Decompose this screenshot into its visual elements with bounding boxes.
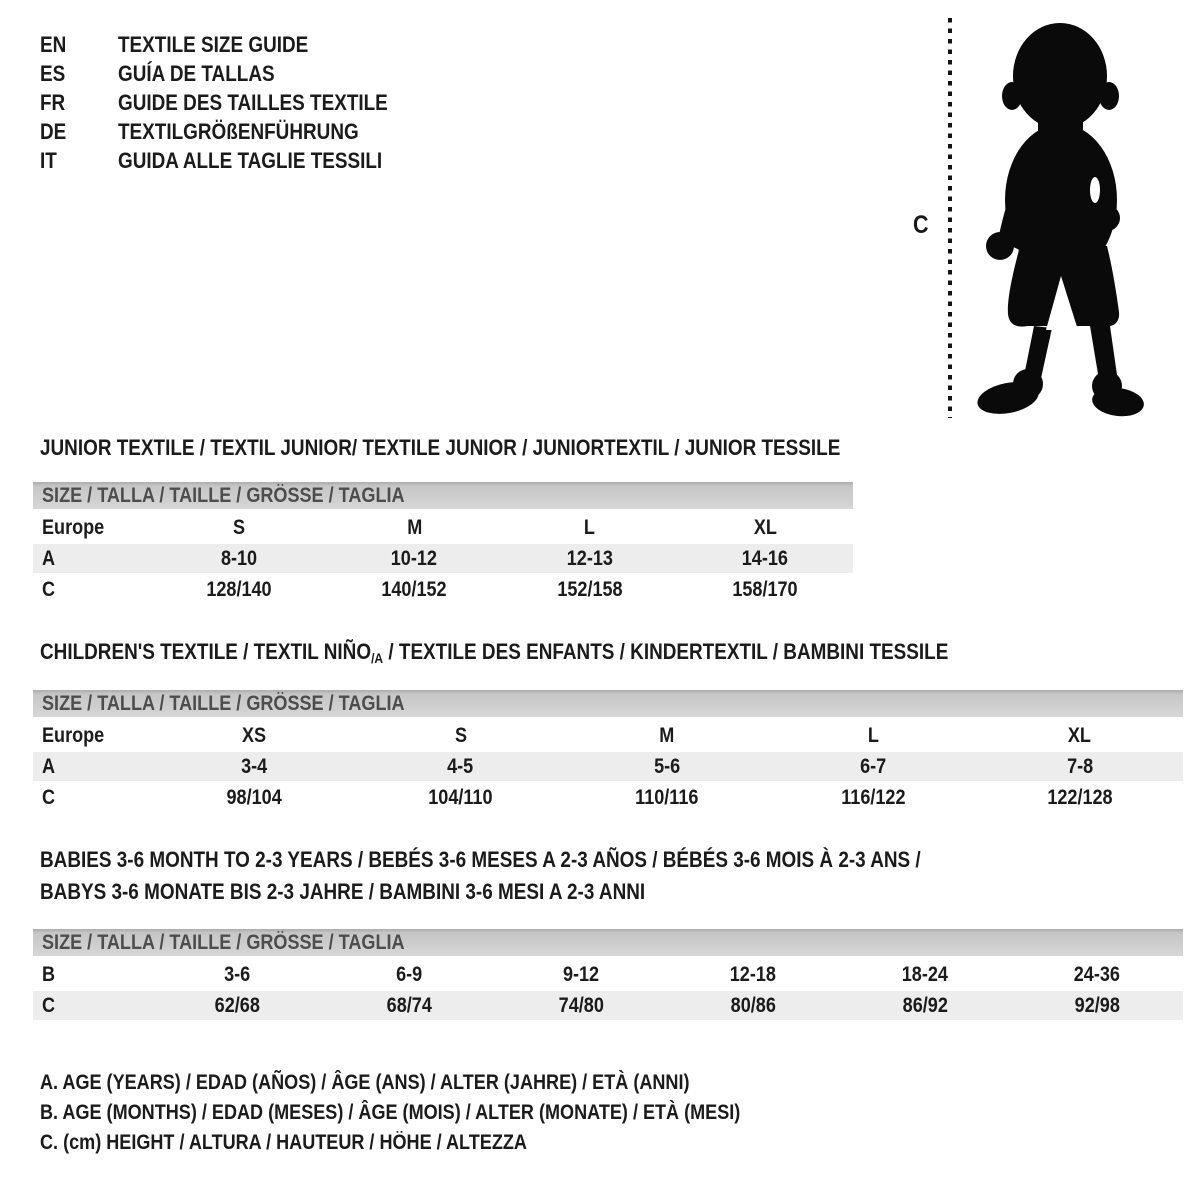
children-table-rows (33, 721, 1183, 812)
junior-section-title-text: JUNIOR TEXTILE / TEXTIL JUNIOR/ TEXTILE JUNIOR / JUNIORTEXTIL / JUNIOR TESSILE (40, 435, 841, 460)
age-cell: 6-7 (860, 754, 887, 778)
months-cell: 24-36 (1073, 962, 1121, 986)
height-cell: 140/152 (381, 577, 447, 601)
height-cell: 98/104 (226, 785, 282, 809)
height-cell: 128/140 (206, 577, 272, 601)
note-height-cm: C. (cm) HEIGHT / ALTURA / HAUTEUR / HÖHE / ALTEZZA (40, 1131, 527, 1154)
junior-section-title (40, 436, 971, 460)
size-cell: L (867, 723, 879, 747)
age-cell: 12-13 (566, 546, 613, 570)
babies-table-rows (33, 960, 1183, 1020)
guide-title-fr: GUIDE DES TAILLES TEXTILE (118, 89, 388, 115)
height-cell: 92/98 (1074, 993, 1120, 1017)
age-cell: 5-6 (653, 754, 681, 778)
language-code: FR (40, 89, 66, 115)
height-cell: 62/68 (214, 993, 260, 1017)
children-size-header-bar (33, 690, 1183, 717)
language-code: IT (40, 147, 57, 173)
months-cell: 6-9 (395, 962, 423, 986)
row-header: B (42, 962, 56, 986)
age-cell: 4-5 (447, 754, 474, 778)
row-header: C (42, 577, 56, 601)
months-cell: 3-6 (223, 962, 251, 986)
table-row-age (33, 544, 853, 573)
size-cell: XL (753, 515, 777, 539)
junior-size-header-bar (33, 482, 853, 509)
height-cell: 122/128 (1047, 785, 1113, 809)
height-cell: 80/86 (730, 993, 776, 1017)
language-row-en (40, 30, 432, 59)
language-code: EN (40, 31, 67, 57)
babies-section-title-line2: BABYS 3-6 MONATE BIS 2-3 JAHRE / BAMBINI 3-6 MESI A 2-3 ANNI (40, 879, 646, 904)
children-section-title (40, 640, 1096, 670)
row-header: A (42, 754, 56, 778)
nino-a-subscript: /A (371, 650, 384, 666)
note-age-months: B. AGE (MONTHS) / EDAD (MESES) / ÂGE (MOIS) / ALTER (MONATE) / ETÀ (MESI) (40, 1101, 741, 1124)
height-cell: 86/92 (902, 993, 948, 1017)
age-cell: 7-8 (1066, 754, 1093, 778)
row-header: C (42, 993, 56, 1017)
language-row-es (40, 59, 432, 88)
guide-title-it: GUIDA ALLE TAGLIE TESSILI (118, 147, 383, 173)
height-cell: 116/122 (841, 785, 906, 809)
months-cell: 12-18 (729, 962, 777, 986)
size-cell: L (584, 515, 596, 539)
size-cell: S (232, 515, 245, 539)
language-row-de (40, 117, 432, 146)
table-row-height (33, 783, 1183, 812)
language-row-fr (40, 88, 432, 117)
children-section-title-text: CHILDREN'S TEXTILE / TEXTIL $NIÑO_{/A}$ / TEXTILE DES ENFANTS / KINDERTEXTIL / BAMBINI TESSILE (40, 639, 949, 666)
row-header: Europe (42, 515, 105, 539)
height-cell: 68/74 (386, 993, 432, 1017)
babies-section-title-line1: BABIES 3-6 MONTH TO 2-3 YEARS / BEBÉS 3-6 MESES A 2-3 AÑOS / BÉBÉS 3-6 MOIS À 2-3 ANS / (40, 847, 921, 872)
language-code: DE (40, 118, 67, 144)
size-header-label: SIZE / TALLA / TAILLE / GRÖSSE / TAGLIA (42, 691, 405, 715)
height-cell: 110/116 (635, 785, 699, 809)
row-header: A (42, 546, 56, 570)
height-cell: 152/158 (557, 577, 623, 601)
size-cell: M (406, 515, 422, 539)
children-size-table (33, 690, 1183, 814)
language-code: ES (40, 60, 66, 86)
row-header: Europe (42, 723, 105, 747)
table-row-age (33, 752, 1183, 781)
note-age-years: A. AGE (YEARS) / EDAD (AÑOS) / ÂGE (ANS) / ALTER (JAHRE) / ETÀ (ANNI) (40, 1071, 690, 1094)
table-row-europe (33, 721, 1183, 750)
size-cell: XL (1068, 723, 1092, 747)
table-row-months (33, 960, 1183, 989)
table-row-height (33, 575, 853, 604)
height-measure-label: C (913, 211, 929, 239)
row-header: C (42, 785, 56, 809)
size-cell: XS (242, 723, 267, 747)
size-header-label: SIZE / TALLA / TAILLE / GRÖSSE / TAGLIA (42, 930, 405, 954)
months-cell: 9-12 (562, 962, 600, 986)
guide-title-de: TEXTILGRÖßENFÜHRUNG (118, 118, 359, 144)
guide-title-en: TEXTILE SIZE GUIDE (118, 31, 309, 57)
height-measure-dashed-line (948, 18, 952, 418)
height-cell: 104/110 (428, 785, 493, 809)
height-cell: 158/170 (732, 577, 798, 601)
size-header-label: SIZE / TALLA / TAILLE / GRÖSSE / TAGLIA (42, 483, 405, 507)
junior-table-rows (33, 513, 853, 604)
age-cell: 3-4 (241, 754, 268, 778)
guide-title-es: GUÍA DE TALLAS (118, 60, 275, 86)
junior-size-table (33, 482, 853, 606)
size-cell: S (454, 723, 467, 747)
language-title-list (40, 30, 432, 175)
age-cell: 10-12 (391, 546, 438, 570)
table-row-height (33, 991, 1183, 1020)
age-cell: 8-10 (220, 546, 257, 570)
babies-size-table (33, 929, 1183, 1022)
size-cell: M (659, 723, 675, 747)
language-row-it (40, 146, 432, 175)
age-cell: 14-16 (742, 546, 789, 570)
months-cell: 18-24 (901, 962, 949, 986)
toddler-silhouette-icon (962, 14, 1152, 424)
height-cell: 74/80 (558, 993, 604, 1017)
babies-size-header-bar (33, 929, 1183, 956)
table-row-europe (33, 513, 853, 542)
